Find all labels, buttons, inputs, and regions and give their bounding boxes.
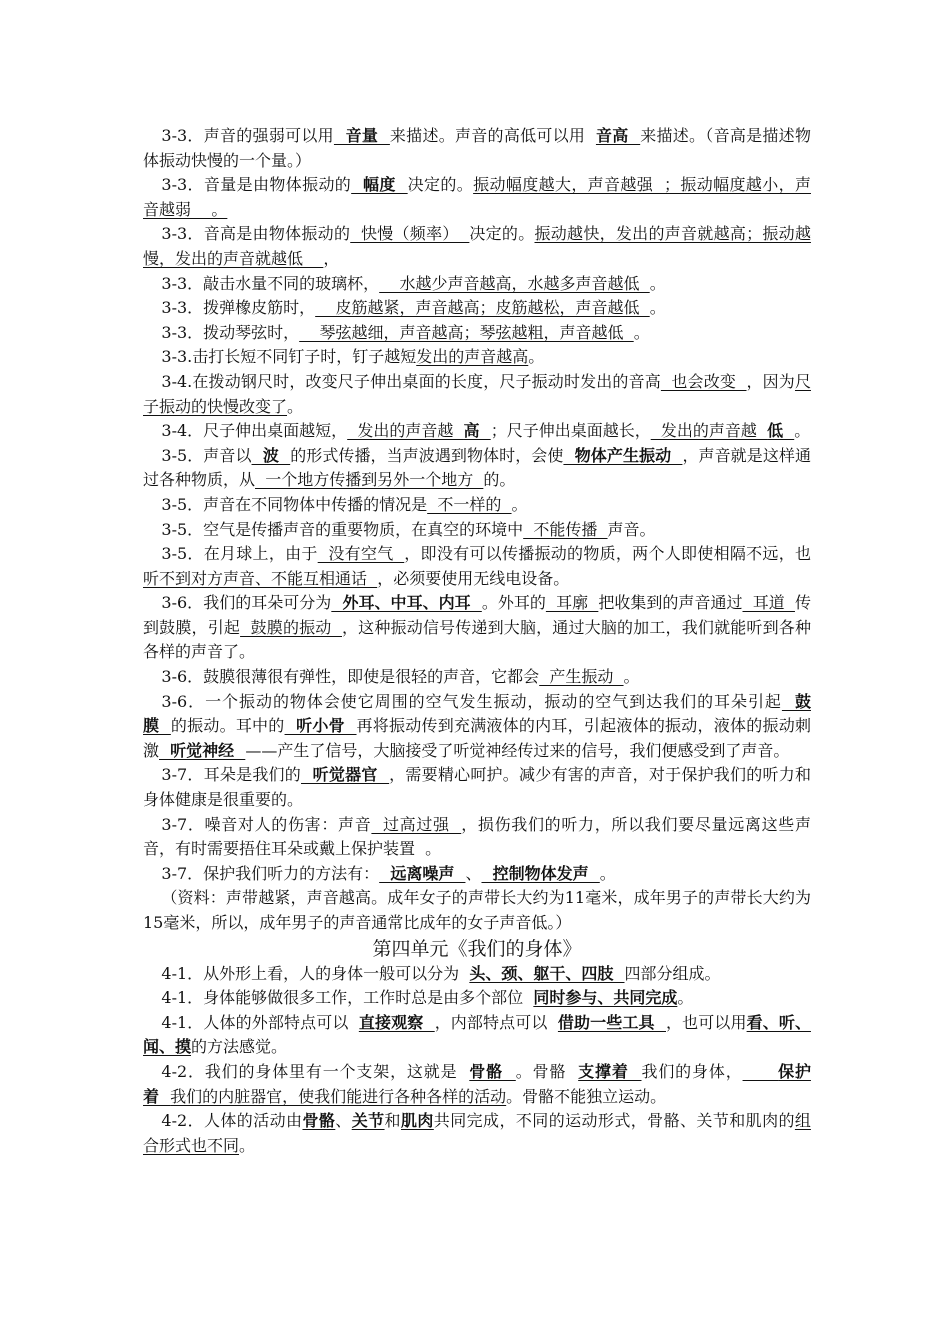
note-paragraph bbox=[143, 1011, 811, 1060]
note-text: ，因为 bbox=[746, 371, 795, 391]
answer-blank: 幅度 bbox=[351, 175, 408, 195]
note-text: 把收集到的声音通过 bbox=[598, 593, 743, 613]
note-text: 4-1．身体能够做很多工作，工作时总是由多个部位 bbox=[161, 988, 534, 1008]
note-text: 。 bbox=[528, 347, 545, 367]
note-text: 4-1．人体的外部特点可以 bbox=[161, 1012, 359, 1032]
answer-blank: 一个地方传播到另外一个地方 bbox=[255, 470, 484, 490]
note-text: 3-7．噪音对人的伤害：声音 bbox=[161, 814, 372, 834]
note-text: 3-5．空气是传播声音的重要物质，在真空的环境中 bbox=[161, 519, 524, 539]
note-paragraph bbox=[143, 518, 811, 543]
answer-blank: 头、颈、躯干、四肢 bbox=[469, 963, 625, 983]
answer-blank: 不一样的 bbox=[427, 494, 512, 514]
note-text: 3-3．声音的强弱可以用 bbox=[161, 126, 334, 145]
answer-blank: 波 bbox=[251, 445, 291, 465]
note-paragraph bbox=[143, 862, 811, 887]
answer-blank: 同时参与、共同完成 bbox=[533, 988, 678, 1008]
note-paragraph bbox=[143, 124, 811, 173]
answer-blank: 振动幅度越大，声音越强 ；振动幅度越小，声音越弱 。 bbox=[143, 175, 811, 219]
answer-blank: 远离噪声 bbox=[379, 863, 466, 883]
answer-blank: 鼓膜 bbox=[143, 691, 811, 736]
note-text: 共同完成，不同的运动形式，骨骼、关节和肌肉的 bbox=[433, 1111, 795, 1131]
note-text: 和 bbox=[384, 1111, 401, 1131]
note-text: 3-4．尺子伸出桌面越短， bbox=[161, 421, 348, 441]
unit3-notes bbox=[143, 124, 811, 936]
note-text: 的。 bbox=[483, 470, 516, 490]
note-text: 3-5．声音以 bbox=[161, 445, 252, 465]
note-text: 。 bbox=[677, 988, 694, 1008]
note-text: ，即没有可以传播振动的物质，两个人即使相隔不远，也 bbox=[404, 544, 811, 564]
note-text: 3-3.击打长短不同钉子时，钉子越短 bbox=[161, 347, 417, 367]
note-text: 。 bbox=[511, 494, 528, 514]
note-paragraph bbox=[143, 370, 811, 419]
note-text: 3-3．拨弹橡皮筋时， bbox=[161, 298, 316, 318]
note-paragraph bbox=[143, 813, 811, 862]
note-paragraph bbox=[143, 321, 811, 346]
answer-blank: 听觉器官 bbox=[301, 765, 390, 785]
note-paragraph bbox=[143, 986, 811, 1011]
note-text: 3-7．耳朵是我们的 bbox=[161, 765, 302, 785]
answer-blank: 也会改变 bbox=[660, 371, 747, 391]
note-text: ，必须要使用无线电设备。 bbox=[377, 568, 570, 588]
answer-blank: 皮筋越紧，声音越高；皮筋越松，声音越低 bbox=[315, 298, 650, 318]
answer-blank: 水越少声音越高，水越多声音越低 bbox=[379, 273, 650, 293]
answer-blank: 发出的声音越高 bbox=[416, 347, 529, 367]
answer-blank: 琴弦越细，声音越高；琴弦越粗，声音越低 bbox=[299, 322, 634, 342]
note-text: 3-4.在拨动钢尺时，改变尺子伸出桌面的长度，尺子振动时发出的音高 bbox=[161, 371, 661, 391]
answer-blank: 肌肉 bbox=[400, 1111, 434, 1131]
answer-blank: 音高 bbox=[595, 126, 641, 145]
note-text: 3-6．一个振动的物体会使它周围的空气发生振动，振动的空气到达我们的耳朵引起 bbox=[161, 691, 782, 711]
note-text: 3-3．敲击水量不同的玻璃杯， bbox=[161, 273, 380, 293]
answer-blank: 低 bbox=[767, 421, 795, 441]
note-text: ， bbox=[323, 248, 340, 268]
note-text: ，声音就是这样通过各种物质，从 bbox=[143, 445, 811, 490]
note-paragraph bbox=[143, 272, 811, 297]
note-text: 。 bbox=[623, 667, 640, 687]
answer-blank: 高 bbox=[463, 421, 491, 441]
note-paragraph bbox=[143, 345, 811, 370]
note-text: （资料：声带越紧，声音越高。成年女子的声带长大约为11毫米，成年男子的声带长大约为15毫米，所以，成年男子的声音通常比成年的女子声音低。） bbox=[143, 888, 811, 932]
answer-blank: 听小骨 bbox=[284, 716, 357, 736]
note-text: 3-5．在月球上，由于 bbox=[161, 544, 318, 564]
answer-blank: 产生振动 bbox=[539, 667, 624, 687]
note-text: 、 bbox=[335, 1111, 352, 1131]
note-text: 。 bbox=[287, 396, 304, 416]
note-paragraph bbox=[143, 296, 811, 321]
note-text: ，也可以用 bbox=[666, 1012, 747, 1032]
note-text: 。外耳的 bbox=[481, 593, 546, 613]
note-text: 。 bbox=[633, 322, 650, 342]
answer-blank: 不能传播 bbox=[523, 519, 608, 539]
answer-blank: 组合形式也不同 bbox=[143, 1111, 811, 1155]
note-paragraph bbox=[143, 444, 811, 493]
note-paragraph bbox=[143, 1109, 811, 1158]
answer-blank: 快慢（频率） bbox=[350, 224, 470, 244]
note-paragraph bbox=[143, 690, 811, 764]
answer-blank: 外耳、中耳、内耳 bbox=[331, 593, 482, 613]
answer-blank: 过高过强 bbox=[371, 814, 462, 834]
note-text: 决定的。 bbox=[469, 224, 535, 244]
answer-blank: 物体产生振动 bbox=[563, 445, 683, 465]
answer-blank: 支撑着 bbox=[578, 1061, 642, 1081]
note-text: 3-6．鼓膜很薄很有弹性，即使是很轻的声音，它都会 bbox=[161, 667, 540, 687]
note-paragraph bbox=[143, 542, 811, 591]
note-text: 、 bbox=[465, 863, 482, 883]
note-text: 。骨骼不能独立运动。 bbox=[506, 1086, 667, 1106]
note-paragraph bbox=[143, 591, 811, 665]
note-text: 再将振动传到充满液体的内耳，引起液体的振动，液体的振动刺激 bbox=[143, 716, 811, 760]
note-text: 的方法感觉。 bbox=[191, 1037, 288, 1057]
answer-blank: 骨骼 bbox=[302, 1111, 336, 1131]
note-paragraph bbox=[143, 962, 811, 987]
note-text: 传到鼓膜，引起 bbox=[143, 593, 811, 637]
note-text: 3-3．音高是由物体振动的 bbox=[161, 224, 351, 244]
answer-blank: 振动越快，发出的声音就越高；振动越慢，发出的声音就越低 bbox=[143, 224, 811, 268]
answer-blank: 听不到对方声音、不能互相通话 bbox=[143, 568, 378, 588]
note-text: 的形式传播，当声波遇到物体时，会使 bbox=[290, 445, 564, 465]
unit4-notes bbox=[143, 962, 811, 1159]
note-text: 四部分组成。 bbox=[624, 963, 721, 983]
note-paragraph bbox=[143, 222, 811, 271]
answer-blank: 发出的声音越 bbox=[347, 421, 464, 441]
note-text: 4-1．从外形上看，人的身体一般可以分为 bbox=[161, 963, 470, 983]
note-text: 。 bbox=[649, 273, 666, 293]
answer-blank: 鼓膜的振动 bbox=[240, 617, 342, 637]
note-paragraph bbox=[143, 665, 811, 690]
answer-blank: 看、听、闻、摸 bbox=[143, 1012, 811, 1057]
answer-blank: 尺子振动的快慢改变了 bbox=[143, 371, 811, 416]
answer-blank: 耳廓 bbox=[545, 593, 599, 613]
answer-blank: 直接观察 bbox=[358, 1012, 435, 1032]
note-text: ——产生了信号，大脑接受了听觉神经传过来的信号，我们便感受到了声音。 bbox=[245, 740, 790, 760]
note-text: 声音。 bbox=[607, 519, 656, 539]
note-text: 。 bbox=[599, 863, 616, 883]
answer-blank: 听觉神经 bbox=[159, 740, 246, 760]
answer-blank: 我们的内脏器官，使我们能进行各种各样的活动 bbox=[170, 1086, 507, 1106]
note-paragraph bbox=[143, 173, 811, 222]
note-text: 4-2．我们的身体里有一个支架，这就是 bbox=[161, 1061, 470, 1081]
answer-blank bbox=[743, 1062, 779, 1081]
note-text: 。 bbox=[794, 421, 811, 441]
note-text: 我们的身体， bbox=[641, 1061, 743, 1081]
note-text: ，需要精心呵护。减少有害的声音，对于保护我们的听力和身体健康是很重要的。 bbox=[143, 765, 811, 810]
note-paragraph bbox=[143, 763, 811, 812]
note-paragraph bbox=[143, 1060, 811, 1109]
note-text: 。骨骼 bbox=[515, 1061, 579, 1081]
answer-blank: 耳道 bbox=[742, 593, 795, 613]
note-text: 来描述。（音高是描述物体振动快慢的一个量。） bbox=[143, 126, 811, 170]
note-text: 来描述。声音的高低可以用 bbox=[389, 126, 596, 145]
answer-blank: 骨骼 bbox=[469, 1061, 516, 1081]
note-paragraph bbox=[143, 886, 811, 935]
note-text: 3-5．声音在不同物体中传播的情况是 bbox=[161, 494, 428, 514]
note-text: 3-3．拨动琴弦时， bbox=[161, 322, 300, 342]
answer-blank: 没有空气 bbox=[317, 544, 405, 564]
note-text: 。 bbox=[649, 298, 666, 318]
note-text: 3-7．保护我们听力的方法有： bbox=[161, 863, 380, 883]
answer-blank: 保护着 bbox=[143, 1061, 811, 1106]
answer-blank: 控制物体发声 bbox=[481, 863, 600, 883]
note-text: 3-3．音量是由物体振动的 bbox=[161, 175, 352, 195]
note-paragraph bbox=[143, 419, 811, 444]
note-text: ，损伤我们的听力，所以我们要尽量远离这些声音，有时需要捂住耳朵或戴上保护装置 。 bbox=[143, 814, 811, 859]
note-text: ，这种振动信号传递到大脑，通过大脑的加工，我们就能听到各种各样的声音了。 bbox=[143, 617, 811, 662]
note-text: 决定的。 bbox=[407, 175, 474, 195]
note-text: 的振动。耳中的 bbox=[170, 716, 285, 736]
answer-blank: 关节 bbox=[351, 1111, 385, 1131]
note-paragraph bbox=[143, 493, 811, 518]
note-text: ，内部特点可以 bbox=[434, 1012, 558, 1032]
answer-blank: 借助一些工具 bbox=[557, 1012, 666, 1032]
note-text: 。 bbox=[239, 1135, 256, 1155]
note-text: ；尺子伸出桌面越长， bbox=[490, 421, 651, 441]
note-text: 3-6．我们的耳朵可分为 bbox=[161, 593, 332, 613]
note-text: 4-2．人体的活动由 bbox=[161, 1111, 303, 1131]
document-page bbox=[143, 124, 811, 1158]
section-heading: 第四单元《我们的身体》 bbox=[372, 937, 582, 960]
answer-blank: 音量 bbox=[333, 126, 390, 145]
answer-blank: 发出的声音越 bbox=[650, 421, 768, 441]
